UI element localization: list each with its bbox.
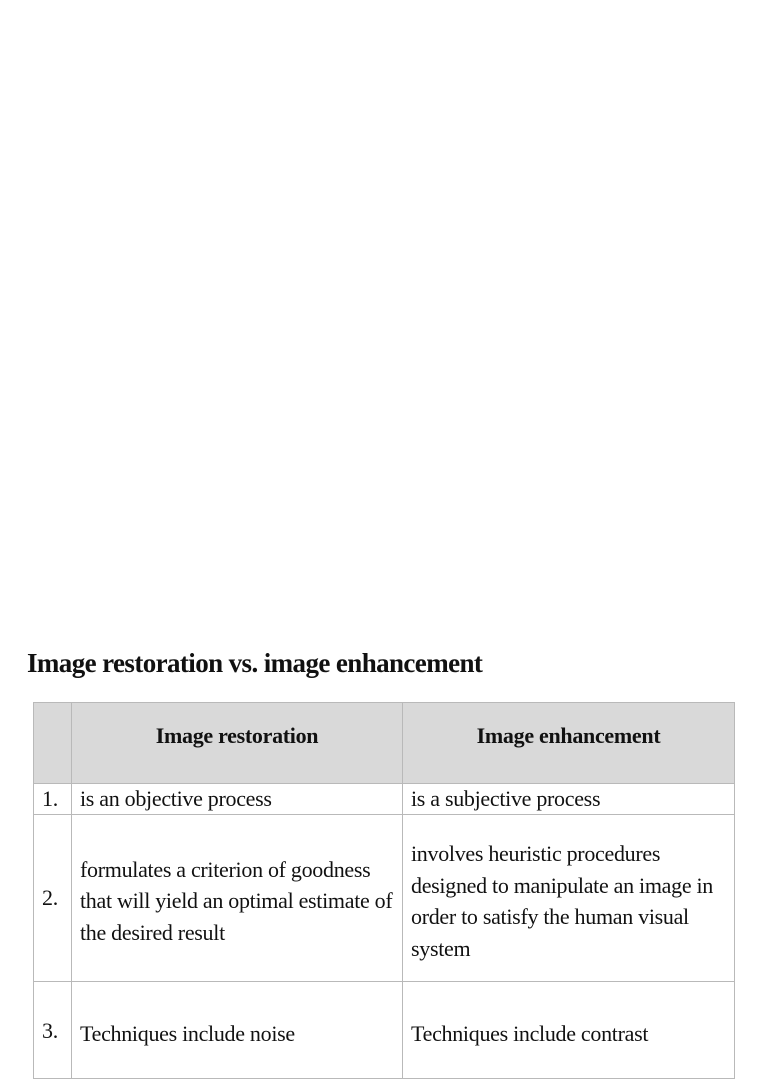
- table-row: [34, 982, 735, 1079]
- page-title: Image restoration vs. image enhancement: [27, 648, 483, 678]
- enhancement-cell: is a subjective process: [403, 784, 735, 815]
- restoration-cell: is an objective process: [72, 784, 403, 815]
- table-row: [34, 784, 735, 815]
- header-image-restoration: Image restoration: [72, 703, 403, 784]
- row-number: 2.: [34, 815, 72, 982]
- header-number: [34, 703, 72, 784]
- header-image-enhancement: Image enhancement: [403, 703, 735, 784]
- enhancement-cell: involves heuristic procedures designed to manipulate an image in order to satisfy the human visual system: [403, 815, 735, 982]
- row-number: 1.: [34, 784, 72, 815]
- table-header-row: [34, 703, 735, 784]
- restoration-cell: formulates a criterion of goodness that will yield an optimal estimate of the desired result: [72, 815, 403, 982]
- restoration-cell: Techniques include noise: [72, 982, 403, 1079]
- comparison-table: [33, 702, 735, 1079]
- enhancement-cell: Techniques include contrast: [403, 982, 735, 1079]
- table-row: [34, 815, 735, 982]
- row-number: 3.: [34, 982, 72, 1079]
